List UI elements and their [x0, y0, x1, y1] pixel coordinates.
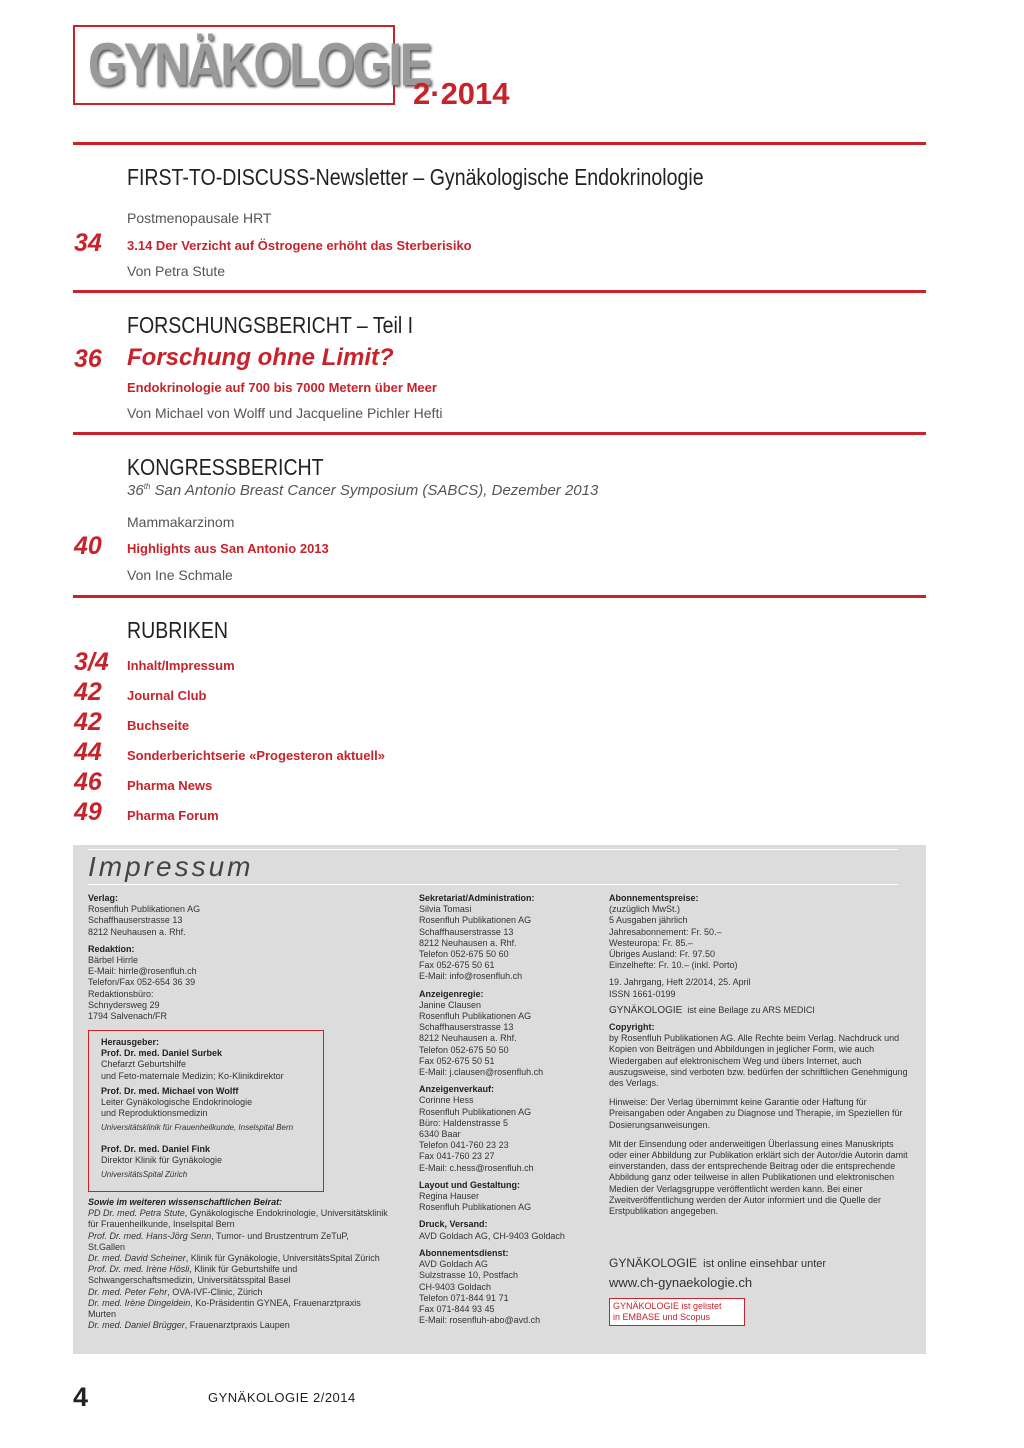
- rubrik-item[interactable]: Sonderberichtserie «Progesteron aktuell»: [127, 748, 385, 763]
- redaktion-line: Bärbel Hirrle: [88, 955, 139, 966]
- rubrik-item[interactable]: Pharma News: [127, 778, 213, 793]
- issue-number: 2·2014: [413, 76, 510, 111]
- anzeigenregie-line: Fax 052-675 50 51: [419, 1055, 495, 1066]
- sekretariat-line: Rosenfluh Publikationen AG: [419, 915, 532, 926]
- herausgeber-line: Chefarzt Geburtshilfe: [101, 1059, 187, 1070]
- issn-line: ISSN 1661-0199: [609, 988, 676, 999]
- section-divider: [73, 290, 926, 293]
- section-divider: [73, 432, 926, 435]
- sekretariat-line: Schaffhauserstrasse 13: [419, 926, 514, 937]
- preise-line: Übriges Ausland: Fr. 97.50: [609, 949, 716, 960]
- impressum-col-2: [419, 893, 599, 1326]
- rubrik-item[interactable]: Pharma Forum: [127, 808, 219, 823]
- herausgeber-institution: Universitätsklinik für Frauenheilkunde, Inselspital Bern: [101, 1123, 294, 1133]
- verlag-line: 8212 Neuhausen a. Rhf.: [88, 926, 186, 937]
- anzeigenregie-line: Schaffhauserstrasse 13: [419, 1022, 514, 1033]
- article-title[interactable]: Highlights aus San Antonio 2013: [127, 541, 329, 556]
- herausgeber-name: Prof. Dr. med. Michael von Wolff: [101, 1085, 239, 1096]
- abodienst-line: CH-9403 Goldach: [419, 1281, 492, 1292]
- anzeigenregie-line: Janine Clausen: [419, 999, 482, 1010]
- layout-line: Rosenfluh Publikationen AG: [419, 1202, 532, 1213]
- preise-line: Einzelhefte: Fr. 10.– (inkl. Porto): [609, 960, 738, 971]
- article-author: Von Petra Stute: [127, 263, 226, 279]
- page-number: 40: [74, 532, 102, 560]
- online-brand: GYNÄKOLOGIE: [609, 1256, 698, 1270]
- verlag-line: Rosenfluh Publikationen AG: [88, 904, 201, 915]
- footer-page-number: 4: [73, 1382, 89, 1412]
- einsendung-text: Mit der Einsendung oder anderweitigen Überlassung eines Manuskripts oder einer Abbildung zur Publikation erklärt sich der Autor/die Autorin damit einverstanden, dass der entsprechende Beitrag oder die entsprechende Abbildung ganz oder teilweise in allen Publikationen und elektronischen Medien der Verlagsgruppe veröffentlicht werden kann. Bei einer Zweitveröffentlichung werden der Autor informiert und die Quelle der Erstpublikation angegeben.: [609, 1138, 908, 1217]
- embase-line: in EMBASE und Scopus: [613, 1312, 711, 1322]
- section-title: FIRST-TO-DISCUSS-Newsletter – Gynäkologische Endokrinologie: [127, 164, 704, 190]
- event-number: 36: [127, 482, 144, 499]
- rubrik-page: 42: [74, 678, 102, 706]
- abodienst-label: Abonnementsdienst:: [419, 1247, 509, 1258]
- preise-line: 5 Ausgaben jährlich: [609, 915, 688, 926]
- copyright-label: Copyright:: [609, 1022, 655, 1033]
- event-ordinal: th: [143, 482, 151, 491]
- beirat-entry: PD Dr. med. Petra Stute, Gynäkologische Endokrinologie, Universitätsklinik für Frauenheilkunde, Inselspital Bern: [88, 1208, 388, 1230]
- rubrik-page: 49: [74, 798, 102, 826]
- abodienst-line: Telefon 071-844 91 71: [419, 1292, 509, 1303]
- article-title[interactable]: 3.14 Der Verzicht auf Östrogene erhöht das Sterberisiko: [127, 238, 472, 253]
- herausgeber-name: Prof. Dr. med. Daniel Fink: [101, 1143, 211, 1154]
- section-divider: [73, 595, 926, 598]
- verlag-label: Verlag:: [88, 893, 119, 903]
- druck-label: Druck, Versand:: [419, 1219, 488, 1230]
- page-number: 34: [74, 229, 102, 257]
- redaktion-line: Telefon/Fax 052-654 36 39: [88, 977, 196, 988]
- anzeigenverkauf-line: Corinne Hess: [419, 1095, 474, 1106]
- anzeigenverkauf-line: 6340 Baar: [419, 1129, 461, 1140]
- divider: [88, 849, 898, 850]
- abodienst-line: AVD Goldach AG: [419, 1259, 488, 1270]
- online-text: ist online einsehbar unter: [703, 1258, 827, 1270]
- herausgeber-block: [101, 1037, 319, 1180]
- footer-journal: GYNÄKOLOGIE 2/2014: [208, 1390, 356, 1405]
- beirat-entry: Dr. med. David Scheiner, Klinik für Gynäkologie, UniversitätsSpital Zürich: [88, 1253, 380, 1264]
- herausgeber-line: Direktor Klinik für Gynäkologie: [101, 1154, 223, 1165]
- abodienst-email[interactable]: E-Mail: rosenfluh-abo@avd.ch: [419, 1315, 541, 1326]
- article-author: Von Ine Schmale: [127, 567, 233, 583]
- anzeigenverkauf-line: Büro: Haldenstrasse 5: [419, 1117, 509, 1128]
- impressum-col-1: [88, 893, 328, 1022]
- article-topic: Mammakarzinom: [127, 514, 235, 530]
- anzeigenverkauf-email[interactable]: E-Mail: c.hess@rosenfluh.ch: [419, 1162, 534, 1173]
- rubrik-page: 44: [74, 738, 102, 766]
- herausgeber-label: Herausgeber:: [101, 1037, 160, 1047]
- verlag-line: Schaffhauserstrasse 13: [88, 915, 183, 926]
- anzeigenverkauf-line: Fax 041-760 23 27: [419, 1151, 495, 1162]
- jahrgang-line: 19. Jahrgang, Heft 2/2014, 25. April: [609, 977, 751, 988]
- preise-line: Westeuropa: Fr. 85.–: [609, 937, 693, 948]
- sekretariat-line: Telefon 052-675 50 60: [419, 949, 509, 960]
- anzeigenregie-line: 8212 Neuhausen a. Rhf.: [419, 1033, 517, 1044]
- sekretariat-email[interactable]: E-Mail: info@rosenfluh.ch: [419, 971, 523, 982]
- embase-badge: [609, 1298, 745, 1326]
- embase-line: GYNÄKOLOGIE ist gelistet: [613, 1301, 722, 1311]
- section-title: KONGRESSBERICHT: [127, 454, 324, 480]
- page-number: 36: [74, 345, 102, 373]
- beirat-entry: Dr. med. Irène Dingeldein, Ko-Präsidentin GYNEA, Frauenarztpraxis Murten: [88, 1297, 361, 1320]
- rubrik-page: 42: [74, 708, 102, 736]
- sekretariat-line: Fax 052-675 50 61: [419, 960, 495, 971]
- article-headline[interactable]: Forschung ohne Limit?: [127, 344, 394, 371]
- rubrik-item[interactable]: Buchseite: [127, 718, 190, 733]
- anzeigenverkauf-line: Telefon 041-760 23 23: [419, 1140, 509, 1151]
- sekretariat-line: Silvia Tomasi: [419, 904, 472, 915]
- event-title: [127, 482, 598, 499]
- redaktion-line: 1794 Salvenach/FR: [88, 1011, 168, 1022]
- sekretariat-label: Sekretariat/Administration:: [419, 893, 535, 903]
- impressum-col-3: [609, 893, 909, 1221]
- beilage-note: GYNÄKOLOGIE ist eine Beilage zu ARS MEDICI: [609, 1004, 815, 1016]
- section-divider: [73, 142, 926, 145]
- anzeigenverkauf-label: Anzeigenverkauf:: [419, 1084, 495, 1095]
- preise-line: Jahresabonnement: Fr. 50.–: [609, 926, 722, 937]
- layout-label: Layout und Gestaltung:: [419, 1179, 520, 1190]
- herausgeber-institution: UniversitätsSpital Zürich: [101, 1170, 188, 1180]
- article-title[interactable]: Endokrinologie auf 700 bis 7000 Metern über Meer: [127, 380, 437, 395]
- anzeigenregie-email[interactable]: E-Mail: j.clausen@rosenfluh.ch: [419, 1067, 544, 1078]
- redaktion-line: Redaktionsbüro:: [88, 988, 154, 999]
- herausgeber-line: und Feto-maternale Medizin; Ko-Klinikdirektor: [101, 1070, 284, 1081]
- rubrik-item[interactable]: Inhalt/Impressum: [127, 658, 235, 673]
- herausgeber-line: Leiter Gynäkologische Endokrinologie: [101, 1097, 253, 1108]
- redaktion-line: Schnydersweg 29: [88, 999, 160, 1010]
- beirat-entry: Prof. Dr. med. Hans-Jörg Senn, Tumor- und Brustzentrum ZeTuP, St.Gallen: [88, 1230, 349, 1252]
- beirat-entry: Prof. Dr. med. Irène Hösli, Klinik für Geburtshilfe und Schwangerschaftsmedizin, Universitätsspital Basel: [88, 1264, 298, 1286]
- abodienst-line: Sulzstrasse 10, Postfach: [419, 1270, 519, 1281]
- abodienst-line: Fax 071-844 93 45: [419, 1303, 495, 1314]
- hinweise-text: Hinweise: Der Verlag übernimmt keine Garantie oder Haftung für Preisangaben oder Angaben zu Diagnose und Therapie, im Speziellen für Dosierungsanweisungen.: [609, 1097, 903, 1130]
- article-author: Von Michael von Wolff und Jacqueline Pichler Hefti: [127, 405, 443, 421]
- anzeigenregie-line: Telefon 052-675 50 50: [419, 1044, 509, 1055]
- redaktion-label: Redaktion:: [88, 943, 135, 954]
- beirat-block: [88, 1197, 388, 1331]
- online-note: [609, 1255, 909, 1291]
- beirat-label: Sowie im weiteren wissenschaftlichen Beirat:: [88, 1197, 283, 1207]
- layout-line: Regina Hauser: [419, 1191, 480, 1202]
- redaktion-email[interactable]: E-Mail: hirrle@rosenfluh.ch: [88, 966, 197, 977]
- rubrik-item[interactable]: Journal Club: [127, 688, 207, 703]
- anzeigenregie-line: Rosenfluh Publikationen AG: [419, 1011, 532, 1022]
- website-link[interactable]: www.ch-gynaekologie.ch: [609, 1275, 753, 1290]
- event-name: San Antonio Breast Cancer Symposium (SABCS), Dezember 2013: [150, 482, 599, 499]
- copyright-text: by Rosenfluh Publikationen AG. Alle Rechte beim Verlag. Nachdruck und Kopien von Beiträgen und Abbildungen in jeglicher Form, wie auch Wiedergaben auf elektronischem Weg und übers Internet, auch auszugsweise, sind verboten bzw. bedürfen der schriftlichen Genehmigung des Verlags.: [609, 1033, 908, 1089]
- rubrik-page: 46: [74, 768, 102, 796]
- druck-line: AVD Goldach AG, CH-9403 Goldach: [419, 1230, 565, 1241]
- sekretariat-line: 8212 Neuhausen a. Rhf.: [419, 937, 517, 948]
- article-topic: Postmenopausale HRT: [127, 210, 272, 226]
- herausgeber-name: Prof. Dr. med. Daniel Surbek: [101, 1048, 223, 1059]
- section-title: RUBRIKEN: [127, 617, 229, 643]
- rubrik-page: 3/4: [74, 648, 109, 676]
- divider: [88, 884, 898, 885]
- section-title: FORSCHUNGSBERICHT – Teil I: [127, 312, 414, 338]
- preise-line: (zuzüglich MwSt.): [609, 904, 681, 915]
- anzeigenregie-label: Anzeigenregie:: [419, 988, 484, 999]
- preise-label: Abonnementspreise:: [609, 893, 699, 903]
- beirat-entry: Dr. med. Peter Fehr, OVA-IVF-Clinic, Zürich: [88, 1286, 263, 1297]
- journal-logo: GYNÄKOLOGIE: [88, 31, 430, 98]
- impressum-heading: Impressum: [88, 851, 254, 882]
- beirat-entry: Dr. med. Daniel Brügger, Frauenarztpraxis Laupen: [88, 1320, 290, 1331]
- anzeigenverkauf-line: Rosenfluh Publikationen AG: [419, 1106, 532, 1117]
- herausgeber-line: und Reproduktionsmedizin: [101, 1108, 208, 1119]
